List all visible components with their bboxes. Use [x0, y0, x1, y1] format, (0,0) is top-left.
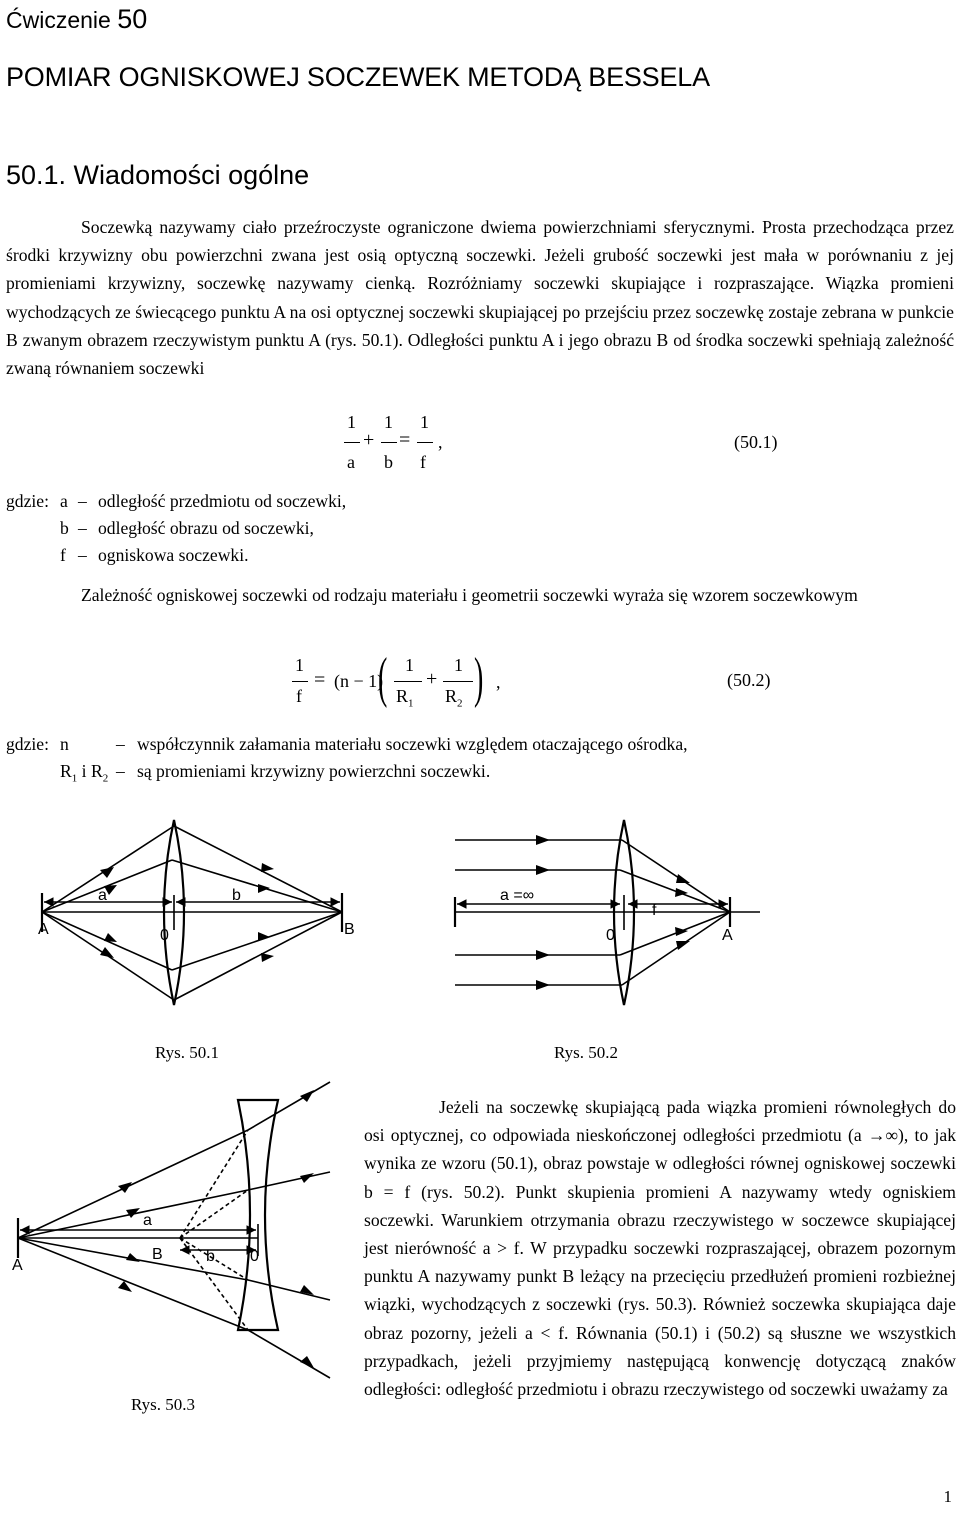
fig1-arrowhead: [258, 884, 270, 893]
fig1-arrowhead: [258, 932, 270, 941]
fig2-ray-1b: [622, 840, 730, 912]
exercise-label: [6, 4, 147, 35]
fig3-label-a: a: [143, 1212, 152, 1229]
def2-text-n: współczynnik załamania materiału soczewki względem otaczającego ośrodka,: [137, 734, 688, 754]
fig2-label-a-inf: a =∞: [500, 887, 535, 904]
def1-symbol-f: f: [60, 545, 66, 565]
fig1-label-A: A: [38, 921, 49, 938]
figure-50-3: [18, 1082, 330, 1378]
fig3-arrowhead: [300, 1090, 314, 1102]
eq2-den-R2: $R_2$: [445, 686, 463, 710]
intro-paragraph: Soczewką nazywamy ciało przeźroczyste ograniczone dwiema powierzchniami sferycznymi. Prosta przechodząca przez środki krzywizny obu powierzchni zwana jest osią optyczną soczewki. Jeżeli grubość soczewki jest mała w porównaniu z jej promieniami krzywizny, soczewkę nazywamy cienką. Rozróżniamy soczewki skupiające i rozpraszające. Wiązka promieni wychodzących ze świecącego punktu A na osi optycznej soczewki skupiającej po przejściu przez soczewkę zostaje zebrana w punkcie B zwanym obrazem rzeczywistym punktu A (rys. 50.1). Odległości punktu A i jego obrazu B od środka soczewki spełniają zależność zwaną równaniem soczewki: [6, 217, 954, 379]
def1-text-f: ogniskowa soczewki.: [98, 545, 249, 565]
fig1-ray-3b: [172, 912, 342, 970]
def1-dash-a: –: [78, 491, 87, 511]
paragraph-3: Jeżeli na soczewkę skupiającą pada wiązka promieni równoległych do osi optycznej, co odpowiada nieskończonej odległości przedmiotu (a →∞), to jak wynika ze wzoru (50.1), obraz powstaje w odległości równej ogniskowej soczewki b = f (rys. 50.2). Punkt skupienia promieni A nazywamy wtedy ogniskiem soczewki. Warunkiem otrzymania obrazu rzeczywistego w soczewce skupiającej jest nierówność a > f. W przypadku soczewki rozpraszającej, obrazem pozornym punktu A nazywamy punkt B leżący na przecięciu przedłużeń promieni rozbieżnej wiązki, wychodzących z soczewki (rys. 50.3). Również soczewka skupiająca daje obraz pozorny, jeżeli a < f. Równania (50.1) i (50.2) są słuszne we wszystkich przypadkach, jeżeli przyjmiemy następującą konwencję dotyczącą znaków odległości: odległość przedmiotu i obrazu rzeczywistego od soczewki uważamy za: [364, 1097, 956, 1400]
exercise-number: 50: [117, 4, 148, 34]
fig3-refracted-2: [248, 1172, 330, 1190]
fig2-arrowhead: [536, 865, 550, 875]
fig2-arrowhead: [676, 941, 690, 950]
definitions-1-prefix: gdzie:: [6, 491, 49, 511]
def2-dash-r: –: [116, 761, 125, 781]
fig3-label-A: A: [12, 1257, 23, 1274]
fig1-arrowhead: [100, 947, 114, 958]
fig3-arrowhead: [126, 1253, 140, 1262]
fig3-label-B: B: [152, 1246, 163, 1263]
figure-50-2: [455, 820, 760, 1005]
eq1-den-a: a: [347, 452, 355, 472]
fig3-arrowhead: [118, 1182, 132, 1193]
fig1-caption: Rys. 50.1: [155, 1043, 220, 1062]
fig1-label-a: a: [98, 887, 107, 904]
fig3-arrowhead: [300, 1356, 314, 1368]
fig3-refracted-3: [248, 1280, 330, 1300]
eq2-den-R1: $R_1$: [396, 686, 414, 710]
def1-dash-f: –: [78, 545, 87, 565]
fig2-caption: Rys. 50.2: [554, 1043, 619, 1062]
fig1-label-0: 0: [160, 927, 169, 944]
page-number: 1: [943, 1487, 952, 1506]
fig2-label-f: f: [652, 902, 657, 919]
fig1-arrowhead: [104, 933, 117, 942]
eq1-equals: =: [399, 429, 411, 451]
fig3-arrowhead: [300, 1173, 314, 1183]
fig3-lens: [238, 1100, 278, 1330]
def1-dash-b: –: [78, 518, 87, 538]
fig3-refracted-1: [248, 1082, 330, 1130]
eq2-n-part: (n − 1): [334, 671, 384, 691]
section-heading: 50.1. Wiadomości ogólne: [6, 160, 310, 190]
eq2-num-1: 1: [405, 655, 414, 675]
fig2-arrowhead: [536, 980, 550, 990]
eq2-comma: ,: [496, 672, 501, 692]
fig3-label-0: 0: [250, 1248, 259, 1265]
fig1-arrowhead: [261, 953, 274, 962]
def1-symbol-a: a: [60, 491, 68, 511]
def2-symbol-r: $R_1$ i $R_2$: [60, 761, 109, 785]
eq2-right-paren: ): [474, 647, 484, 709]
fig3-refracted-4: [248, 1330, 330, 1378]
def2-text-r: są promieniami krzywizny powierzchni soczewki.: [137, 761, 491, 781]
eq2-num-left: 1: [295, 655, 304, 675]
fig3-label-b: b: [206, 1248, 215, 1265]
def1-text-b: odległość obrazu od soczewki,: [98, 518, 314, 538]
eq1-plus: +: [363, 429, 375, 451]
fig1-ray-4b: [174, 912, 342, 1000]
eq1-label: (50.1): [734, 432, 778, 452]
def1-text-a: odległość przedmiotu od soczewki,: [98, 491, 347, 511]
definitions-2-prefix: gdzie:: [6, 734, 49, 754]
figure-50-1: [42, 820, 342, 1005]
fig2-label-A: A: [722, 927, 733, 944]
paragraph-2: Zależność ogniskowej soczewki od rodzaju materiału i geometrii soczewki wyraża się wzorem soczewkowym: [81, 585, 858, 605]
fig2-arrowhead: [536, 950, 550, 960]
fig1-arrowhead: [261, 863, 274, 872]
page-title: POMIAR OGNISKOWEJ SOCZEWEK METODĄ BESSELA: [6, 62, 710, 92]
fig3-caption: Rys. 50.3: [131, 1395, 196, 1414]
eq1-num-1: 1: [347, 412, 356, 432]
eq1-den-b: b: [384, 452, 393, 472]
fig1-label-B: B: [344, 921, 355, 938]
eq1-comma: ,: [438, 432, 443, 452]
fig1-label-b: b: [232, 887, 241, 904]
eq2-equals: =: [314, 669, 326, 691]
eq2-label: (50.2): [727, 670, 771, 690]
equation-50-2: [290, 647, 790, 716]
exercise-word: Ćwiczenie: [6, 7, 111, 33]
equation-50-1: [340, 412, 800, 482]
fig2-label-0: 0: [606, 927, 615, 944]
def1-symbol-b: b: [60, 518, 69, 538]
fig2-ray-2b: [620, 870, 730, 912]
eq2-left-paren: (: [378, 647, 388, 709]
eq2-den-f: f: [296, 686, 302, 706]
fig2-arrowhead: [676, 874, 690, 883]
def2-symbol-n: n: [60, 734, 69, 754]
eq2-num-2: 1: [454, 655, 463, 675]
eq1-num-2: 1: [384, 412, 393, 432]
eq1-num-3: 1: [420, 412, 429, 432]
def2-dash-n: –: [116, 734, 125, 754]
eq2-plus: +: [426, 668, 438, 690]
eq1-den-f: f: [420, 452, 426, 472]
fig2-arrowhead: [536, 835, 550, 845]
